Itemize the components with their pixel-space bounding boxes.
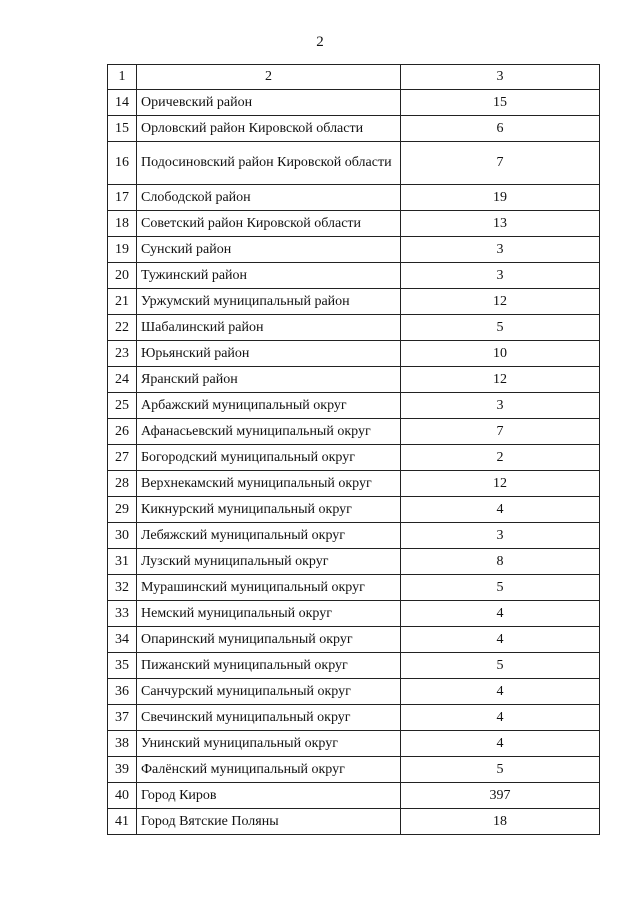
district-name-cell: Орловский район Кировской области	[137, 116, 401, 142]
table-row	[108, 419, 600, 445]
table-row	[108, 315, 600, 341]
count-cell: 4	[401, 627, 600, 653]
table-row	[108, 142, 600, 185]
count-cell: 19	[401, 185, 600, 211]
row-number-cell: 28	[108, 471, 137, 497]
district-name-cell: Пижанский муниципальный округ	[137, 653, 401, 679]
table-row	[108, 90, 600, 116]
district-name-cell: Унинский муниципальный округ	[137, 731, 401, 757]
count-cell: 15	[401, 90, 600, 116]
row-number-cell: 18	[108, 211, 137, 237]
count-cell: 3	[401, 263, 600, 289]
count-cell: 4	[401, 601, 600, 627]
district-name-cell: Лузский муниципальный округ	[137, 549, 401, 575]
count-cell: 397	[401, 783, 600, 809]
row-number-cell: 39	[108, 757, 137, 783]
count-cell: 12	[401, 471, 600, 497]
table-row	[108, 116, 600, 142]
row-number-cell: 38	[108, 731, 137, 757]
count-cell: 3	[401, 523, 600, 549]
row-number-cell: 22	[108, 315, 137, 341]
count-cell: 4	[401, 497, 600, 523]
district-name-cell: Шабалинский район	[137, 315, 401, 341]
district-name-cell: Город Вятские Поляны	[137, 809, 401, 835]
row-number-cell: 35	[108, 653, 137, 679]
row-number-cell: 21	[108, 289, 137, 315]
table-row	[108, 523, 600, 549]
district-name-cell: Мурашинский муниципальный округ	[137, 575, 401, 601]
table-row	[108, 783, 600, 809]
table-row	[108, 211, 600, 237]
district-name-cell: Арбажский муниципальный округ	[137, 393, 401, 419]
row-number-cell: 34	[108, 627, 137, 653]
district-name-cell: Город Киров	[137, 783, 401, 809]
count-cell: 3	[401, 393, 600, 419]
district-name-cell: Слободской район	[137, 185, 401, 211]
count-cell: 7	[401, 419, 600, 445]
district-name-cell: Оричевский район	[137, 90, 401, 116]
row-number-cell: 25	[108, 393, 137, 419]
row-number-cell: 40	[108, 783, 137, 809]
district-name-cell: Подосиновский район Кировской области	[137, 142, 401, 185]
district-name-cell: Опаринский муниципальный округ	[137, 627, 401, 653]
table-row	[108, 627, 600, 653]
table-header-row	[108, 65, 600, 90]
count-cell: 10	[401, 341, 600, 367]
row-number-cell: 24	[108, 367, 137, 393]
row-number-cell: 16	[108, 142, 137, 185]
district-name-cell: Лебяжский муниципальный округ	[137, 523, 401, 549]
count-cell: 5	[401, 315, 600, 341]
row-number-cell: 17	[108, 185, 137, 211]
row-number-cell: 26	[108, 419, 137, 445]
table-row	[108, 731, 600, 757]
district-name-cell: Кикнурский муниципальный округ	[137, 497, 401, 523]
count-cell: 12	[401, 367, 600, 393]
row-number-cell: 32	[108, 575, 137, 601]
table-row	[108, 679, 600, 705]
row-number-cell: 15	[108, 116, 137, 142]
count-cell: 3	[401, 237, 600, 263]
table-row	[108, 185, 600, 211]
district-name-cell: Санчурский муниципальный округ	[137, 679, 401, 705]
table-row	[108, 497, 600, 523]
district-name-cell: Яранский район	[137, 367, 401, 393]
row-number-cell: 23	[108, 341, 137, 367]
district-name-cell: Фалёнский муниципальный округ	[137, 757, 401, 783]
row-number-cell: 36	[108, 679, 137, 705]
row-number-cell: 19	[108, 237, 137, 263]
page-number: 2	[316, 34, 324, 50]
count-cell: 5	[401, 575, 600, 601]
table-row	[108, 471, 600, 497]
table-row	[108, 601, 600, 627]
table-row	[108, 549, 600, 575]
district-name-cell: Афанасьевский муниципальный округ	[137, 419, 401, 445]
row-number-cell: 41	[108, 809, 137, 835]
district-name-cell: Богородский муниципальный округ	[137, 445, 401, 471]
district-name-cell: Тужинский район	[137, 263, 401, 289]
header-col-2: 2	[137, 65, 401, 90]
district-name-cell: Уржумский муниципальный район	[137, 289, 401, 315]
table-body	[108, 65, 600, 835]
table-row	[108, 237, 600, 263]
table-row	[108, 393, 600, 419]
table-row	[108, 575, 600, 601]
table-row	[108, 653, 600, 679]
count-cell: 7	[401, 142, 600, 185]
count-cell: 4	[401, 731, 600, 757]
header-col-3: 3	[401, 65, 600, 90]
count-cell: 5	[401, 653, 600, 679]
table-row	[108, 341, 600, 367]
district-table	[107, 64, 600, 835]
count-cell: 8	[401, 549, 600, 575]
district-name-cell: Юрьянский район	[137, 341, 401, 367]
row-number-cell: 20	[108, 263, 137, 289]
table-row	[108, 809, 600, 835]
table-row	[108, 757, 600, 783]
count-cell: 12	[401, 289, 600, 315]
table-row	[108, 263, 600, 289]
district-name-cell: Верхнекамский муниципальный округ	[137, 471, 401, 497]
row-number-cell: 37	[108, 705, 137, 731]
district-name-cell: Сунский район	[137, 237, 401, 263]
row-number-cell: 27	[108, 445, 137, 471]
header-col-1: 1	[108, 65, 137, 90]
district-name-cell: Немский муниципальный округ	[137, 601, 401, 627]
table-row	[108, 445, 600, 471]
table-row	[108, 289, 600, 315]
count-cell: 18	[401, 809, 600, 835]
row-number-cell: 29	[108, 497, 137, 523]
row-number-cell: 30	[108, 523, 137, 549]
district-name-cell: Советский район Кировской области	[137, 211, 401, 237]
row-number-cell: 33	[108, 601, 137, 627]
count-cell: 13	[401, 211, 600, 237]
count-cell: 6	[401, 116, 600, 142]
count-cell: 4	[401, 705, 600, 731]
count-cell: 4	[401, 679, 600, 705]
count-cell: 5	[401, 757, 600, 783]
row-number-cell: 31	[108, 549, 137, 575]
table-row	[108, 367, 600, 393]
count-cell: 2	[401, 445, 600, 471]
row-number-cell: 14	[108, 90, 137, 116]
table-row	[108, 705, 600, 731]
district-name-cell: Свечинский муниципальный округ	[137, 705, 401, 731]
